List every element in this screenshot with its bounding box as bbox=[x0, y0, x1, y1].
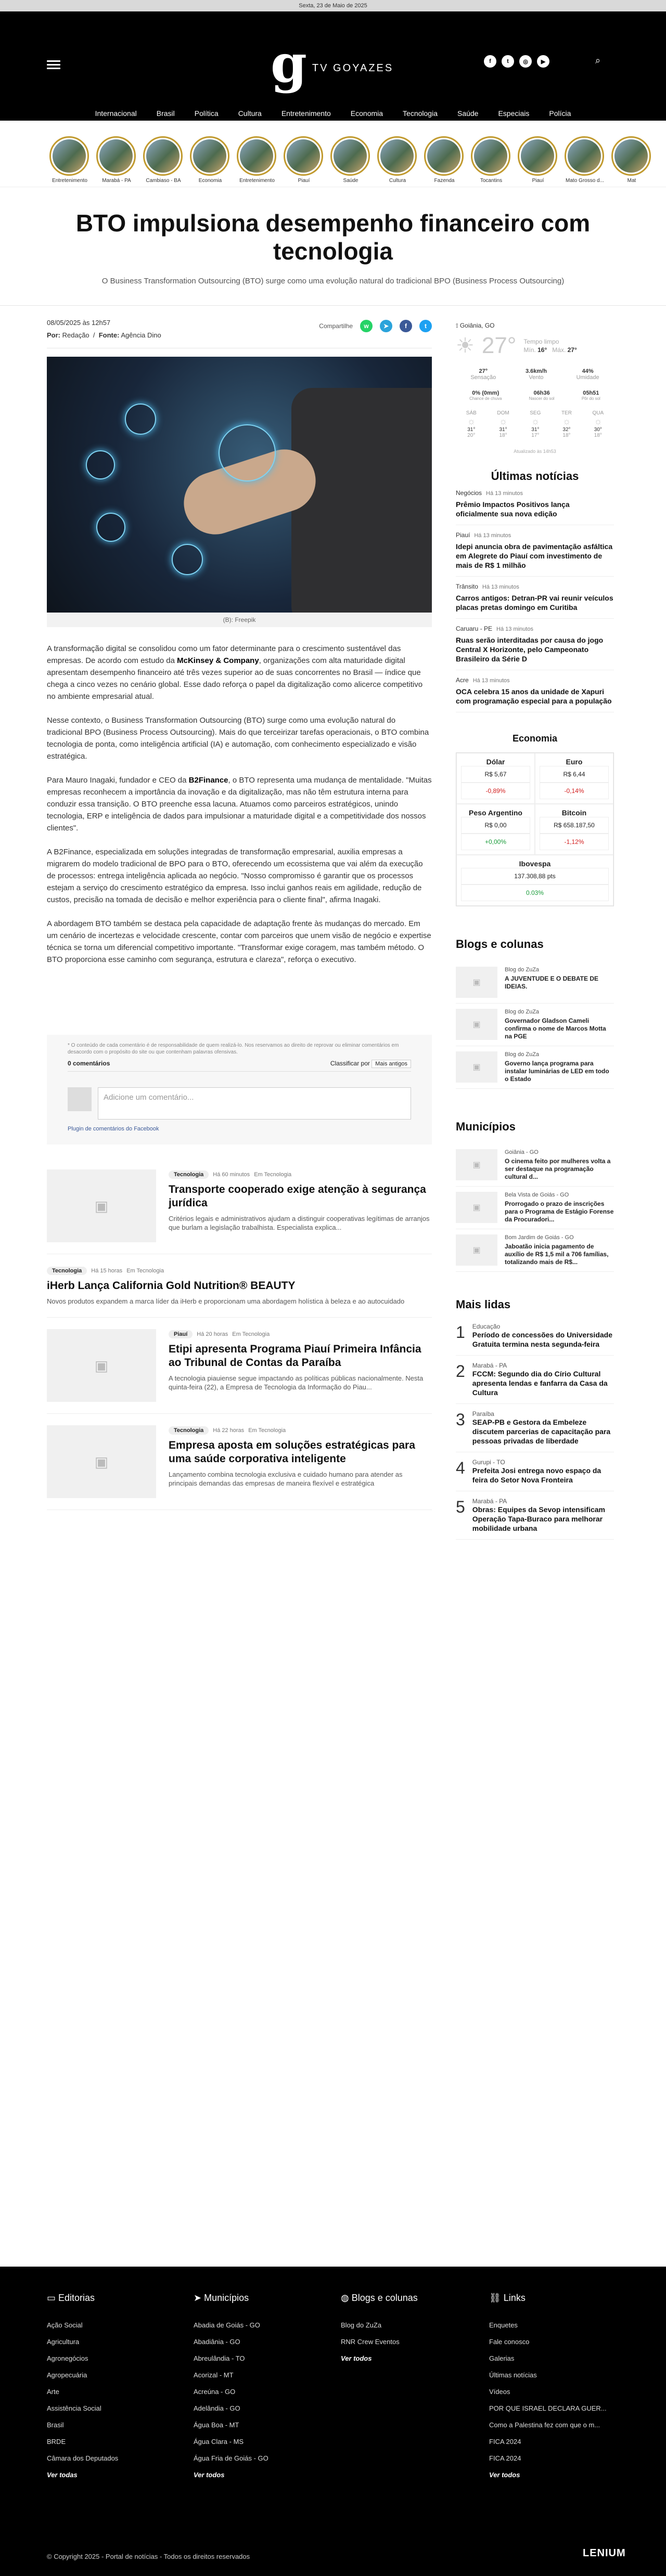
blogs-item[interactable] bbox=[456, 961, 614, 1004]
story-item[interactable] bbox=[49, 136, 90, 187]
currency-item bbox=[456, 753, 535, 804]
currency-item bbox=[456, 855, 613, 906]
most-title[interactable]: Período de concessões do Universidade Gratuita termina nesta segunda-feira bbox=[472, 1331, 612, 1348]
most-category: Educação bbox=[472, 1323, 501, 1330]
story-label: Entretenimento bbox=[52, 178, 87, 184]
section-label: Em Tecnologia bbox=[254, 1172, 292, 1178]
latest-item[interactable] bbox=[456, 525, 614, 577]
sort-select[interactable]: Mais antigos bbox=[372, 1060, 411, 1068]
economy-widget bbox=[456, 733, 614, 906]
story-item[interactable] bbox=[471, 136, 511, 187]
footer-municipios: ➤ Municípios Abadia de Goiás - GO Abadiânia - GO Abreulândia - TO Acorizal - MT Acreúna - GO Adelândia - GO Água Boa - MT Água Clara - MS Água Fria de Goiás - GO Ver todos bbox=[194, 2293, 318, 2483]
cities-title[interactable]: Prorrogado o prazo de inscrições para o Programa de Estágio Forense da Procuradori... bbox=[505, 1200, 614, 1223]
latest-title[interactable]: Carros antigos: Detran-PR vai reunir veículos placas pretas domingo em Curitiba bbox=[456, 594, 613, 612]
menu-icon[interactable] bbox=[47, 58, 60, 71]
nav-item[interactable]: Polícia bbox=[549, 109, 571, 118]
weather-city: Goiânia, GO bbox=[459, 322, 495, 329]
story-item[interactable] bbox=[611, 136, 652, 187]
story-label: Cambiaso - BA bbox=[146, 178, 181, 184]
blogs-title[interactable]: A JUVENTUDE E O DEBATE DE IDEIAS. bbox=[505, 975, 599, 990]
cities-author: Bom Jardim de Goiás - GO bbox=[505, 1234, 574, 1241]
site-footer bbox=[0, 2267, 666, 2576]
most-read-item[interactable] bbox=[456, 1356, 614, 1404]
cities-title[interactable]: Jaboatão inicia pagamento de auxílio de R$ 1,5 mil a 706 famílias, totalizando mais de R$... bbox=[505, 1243, 609, 1266]
time-ago: Há 13 minutos bbox=[474, 532, 511, 539]
category-tag[interactable]: Piauí bbox=[169, 1330, 193, 1338]
rank-number: 4 bbox=[456, 1459, 465, 1477]
weather-temp: 27° bbox=[481, 333, 517, 358]
footer-link[interactable]: FICA 2024 bbox=[489, 2438, 521, 2445]
currency-name: Euro bbox=[566, 758, 583, 766]
story-item[interactable] bbox=[190, 136, 230, 187]
footer-link[interactable]: Agropecuária bbox=[47, 2371, 87, 2379]
story-thumbnail bbox=[190, 136, 229, 176]
cities-title[interactable]: O cinema feito por mulheres volta a ser destaque na programação cultural d... bbox=[505, 1157, 611, 1180]
current-date: Sexta, 23 de Maio de 2025 bbox=[299, 3, 367, 9]
nav-item[interactable]: Brasil bbox=[156, 109, 175, 118]
time-ago: Há 20 horas bbox=[197, 1331, 228, 1337]
most-title: Mais lidas bbox=[456, 1298, 511, 1311]
footer-link[interactable]: RNR Crew Eventos bbox=[341, 2338, 400, 2346]
weather-widget: ⟟ Goiânia, GO ☀ 27° Tempo limpo Mín. 16° Máx. 27° 27° Sensação 3.6km/h Vento 44% Umidade 0% (0mm) Chance de chuva 06h36 Nascer do sol 05h51 Pôr do sol SÁB ☼ 31° 20° DOM ☼ 31° 18° SEG ☼ 31° 17° TER ☼ 32° 18° QUA ☼ 30° 18° Atualizado às 14h53 bbox=[456, 285, 614, 454]
article-image bbox=[47, 357, 432, 613]
cities-widget bbox=[456, 1120, 614, 1272]
image-placeholder-icon: ▣ bbox=[456, 967, 497, 998]
latest-item[interactable] bbox=[456, 483, 614, 525]
story-thumbnail bbox=[330, 136, 370, 176]
footer-link[interactable]: FICA 2024 bbox=[489, 2454, 521, 2462]
latest-category[interactable]: Piauí bbox=[456, 531, 470, 539]
image-placeholder-icon: ▣ bbox=[456, 1009, 497, 1040]
nav-item[interactable]: Política bbox=[194, 109, 219, 118]
image-placeholder-icon: ▣ bbox=[456, 1234, 497, 1266]
latest-category[interactable]: Acre bbox=[456, 676, 469, 684]
footer-link[interactable]: Acorizal - MT bbox=[194, 2371, 234, 2379]
blogs-author: Blog do ZuZa bbox=[505, 1051, 540, 1058]
story-label: Marabá - PA bbox=[102, 178, 131, 184]
currency-change: +0,00% bbox=[461, 834, 530, 850]
most-title[interactable]: SEAP-PB e Gestora da Embeleze discutem parcerias de capacitação para pessoas privadas de liberdade bbox=[472, 1418, 611, 1445]
time-ago: Há 60 minutos bbox=[213, 1172, 250, 1178]
logo-mark: g bbox=[271, 33, 307, 94]
story-item[interactable] bbox=[377, 136, 418, 187]
currency-name: Peso Argentino bbox=[469, 809, 522, 817]
currency-name: Bitcoin bbox=[561, 809, 587, 817]
nav-item[interactable]: Internacional bbox=[95, 109, 137, 118]
footer-link[interactable]: Arte bbox=[47, 2388, 59, 2396]
story-label: Tocantins bbox=[480, 178, 503, 184]
story-item[interactable] bbox=[284, 136, 324, 187]
instagram-icon[interactable]: ◎ bbox=[519, 55, 532, 68]
footer-link[interactable]: Abadia de Goiás - GO bbox=[194, 2321, 260, 2329]
nav-item[interactable]: Especiais bbox=[498, 109, 530, 118]
footer-link[interactable]: Vídeos bbox=[489, 2388, 510, 2396]
footer-link[interactable]: Galerias bbox=[489, 2354, 515, 2362]
article-subtitle: O Business Transformation Outsourcing (BTO) surge como uma evolução natural do tradicional BPO (Business Process Outsourcing) bbox=[101, 277, 565, 285]
blogs-title[interactable]: Governo lança programa para instalar luminárias de LED em todo o Estado bbox=[505, 1060, 609, 1083]
most-title[interactable]: Obras: Equipes da Sevop intensificam Operação Tapa-Buraco para melhorar mobilidade urbana bbox=[472, 1505, 605, 1532]
most-read-item[interactable] bbox=[456, 1491, 614, 1540]
facebook-share-icon[interactable]: f bbox=[400, 320, 412, 332]
story-thumbnail bbox=[143, 136, 183, 176]
blogs-author: Blog do ZuZa bbox=[505, 1009, 540, 1015]
article-body: A transformação digital se consolidou como um fator determinante para o crescimento sustentável das empresas. De acordo com estudo da McKinsey & Company, organizações com alta maturidade digital apresentam desempenho financeiro até três vezes superior ao de suas concorrentes no Brasil — índice que chega a cinco vezes no cenário global. Esse dado reforça o papel da digitalização como alicerce competitivo no ambiente empresarial atual. Nesse contexto, o Business Transformation Outsourcing (BTO) surge como uma evolução natural do tradicional BPO (Business Process Outsourcing). Mais do que terceirizar tarefas operacionais, o BTO combina tecnologia de ponta, como inteligência artificial (IA) e automação, com conhecimento especializado e visão estratégica. Para Mauro Inagaki, fundador e CEO da B2Finance, o BTO representa uma mudança de mentalidade. "Muitas empresas reconhecem a importância da inovação e da digitalização, mas não têm estrutura interna para conduzir essa transição. O BTO preenche essa lacuna. Atuamos como parceiros estratégicos, unindo tecnologia, ERP e inteligência de dados para impulsionar a maturidade digital e a competitividade dos nossos clientes". A B2Finance, especializada em soluções integradas de transformação empresarial, auxilia empresas a migrarem do modelo tradicional de BPO para o BTO, oferecendo um ecossistema que vai além da execução de processos: entrega inteligência aplicada ao negócio. "Nosso compromisso é garantir que os processos estejam a serviço do crescimento estratégico da empresa. Isso inclui ganhos reais em agilidade, redução de custos, precisão na tomada de decisão e melhor experiência para o cliente final", afirma Inagaki. A abordagem BTO também se destaca pela capacidade de adaptação frente às mudanças do mercado. Em um cenário de incertezas e velocidade crescente, contar com parceiros que unem visão de negócio e expertise técnica se torna um diferencial competitivo importante. "Transformar exige coragem, mas também método. O BTO proporciona esse caminho com segurança, estrutura e clareza", reforça o executivo. bbox=[47, 644, 432, 964]
story-label: Fazenda bbox=[434, 178, 455, 184]
most-read-item[interactable] bbox=[456, 1404, 614, 1452]
comment-input[interactable]: Adicione um comentário... bbox=[98, 1087, 411, 1120]
currency-value: R$ 6,44 bbox=[540, 766, 609, 783]
share-label: Compartilhe bbox=[319, 322, 353, 330]
stories-carousel bbox=[0, 121, 666, 187]
share-bar bbox=[319, 320, 432, 332]
time-ago: Há 13 minutos bbox=[482, 584, 519, 590]
currency-value: R$ 5,67 bbox=[461, 766, 530, 783]
currency-item bbox=[535, 753, 613, 804]
most-category: Marabá - PA bbox=[472, 1362, 507, 1369]
currency-value: R$ 0,00 bbox=[461, 817, 530, 834]
latest-title[interactable]: Prêmio Impactos Positivos lança oficialmente sua nova edição bbox=[456, 500, 570, 518]
related-item[interactable] bbox=[47, 1254, 432, 1318]
story-item[interactable] bbox=[330, 136, 371, 187]
latest-category[interactable]: Negócios bbox=[456, 489, 482, 497]
image-placeholder-icon: ▣ bbox=[456, 1192, 497, 1223]
currency-change: 0.03% bbox=[461, 884, 609, 901]
footer-link[interactable]: Câmara dos Deputados bbox=[47, 2454, 119, 2462]
footer-link[interactable]: Agronegócios bbox=[47, 2354, 88, 2362]
weather-updated: Atualizado às 14h53 bbox=[514, 449, 556, 454]
story-thumbnail bbox=[96, 136, 136, 176]
forecast-day: DOM ☼ 31° 18° bbox=[497, 410, 509, 438]
related-desc: Novos produtos expandem a marca líder da iHerb e proporcionam uma abordagem holística à beleza e ao autocuidado bbox=[47, 1297, 405, 1305]
footer-link[interactable]: Brasil bbox=[47, 2421, 64, 2429]
facebook-plugin-link[interactable]: Plugin de comentários do Facebook bbox=[68, 1126, 159, 1132]
whatsapp-icon[interactable]: w bbox=[360, 320, 373, 332]
footer-link[interactable]: Água Fria de Goiás - GO bbox=[194, 2454, 268, 2462]
story-thumbnail bbox=[518, 136, 557, 176]
time-ago: Há 13 minutos bbox=[472, 678, 510, 684]
footer-link[interactable]: POR QUE ISRAEL DECLARA GUER... bbox=[489, 2404, 607, 2412]
rank-number: 1 bbox=[456, 1323, 465, 1342]
economy-title: Economia bbox=[512, 733, 558, 744]
blogs-item[interactable] bbox=[456, 1046, 614, 1089]
currency-item bbox=[456, 804, 535, 855]
article-title: BTO impulsiona desempenho financeiro com tecnologia bbox=[75, 210, 591, 265]
time-ago: Há 15 horas bbox=[91, 1268, 123, 1274]
story-label: Piauí bbox=[532, 178, 544, 184]
section-label: Em Tecnologia bbox=[232, 1331, 270, 1337]
main-nav bbox=[0, 109, 666, 118]
most-read-item[interactable] bbox=[456, 1317, 614, 1356]
nav-item[interactable]: Cultura bbox=[238, 109, 262, 118]
copyright: © Copyright 2025 - Portal de notícias - Todos os direitos reservados bbox=[47, 2553, 250, 2560]
story-thumbnail bbox=[471, 136, 510, 176]
footer-link[interactable]: Água Clara - MS bbox=[194, 2438, 244, 2445]
story-item[interactable] bbox=[565, 136, 605, 187]
nav-item[interactable]: Saúde bbox=[457, 109, 479, 118]
story-item[interactable] bbox=[424, 136, 465, 187]
story-label: Mat bbox=[627, 178, 636, 184]
latest-title[interactable]: Idepi anuncia obra de pavimentação asfáltica em Alegrete do Piauí com investimento de mais de R$ 1 milhão bbox=[456, 542, 613, 569]
rank-number: 2 bbox=[456, 1362, 465, 1381]
footer-link[interactable]: Ação Social bbox=[47, 2321, 83, 2329]
latest-news bbox=[456, 470, 614, 712]
footer-link[interactable]: BRDE bbox=[47, 2438, 66, 2445]
weather-day-icon: ☼ bbox=[531, 416, 540, 426]
developer-logo[interactable]: LENIUM bbox=[583, 2547, 626, 2559]
story-label: Economia bbox=[198, 178, 222, 184]
footer-see-all[interactable]: Ver todos bbox=[489, 2471, 520, 2479]
most-read-item[interactable] bbox=[456, 1452, 614, 1491]
currency-name: Ibovespa bbox=[519, 860, 551, 868]
latest-category[interactable]: Trânsito bbox=[456, 583, 478, 590]
most-category: Paraíba bbox=[472, 1410, 494, 1417]
story-label: Piauí bbox=[298, 178, 310, 184]
category-tag[interactable]: Tecnologia bbox=[169, 1170, 209, 1179]
related-item[interactable] bbox=[47, 1318, 432, 1414]
story-label: Cultura bbox=[389, 178, 406, 184]
footer-link[interactable]: Assistência Social bbox=[47, 2404, 101, 2412]
comments-note: * O conteúdo de cada comentário é de responsabilidade de quem realizá-lo. Nos reservamos ao direito de reprovar ou eliminar comentários em desacordo com o propósito do site ou que contenham palavras ofensivas. bbox=[68, 1043, 399, 1055]
footer-see-all[interactable]: Ver todos bbox=[194, 2471, 225, 2479]
forecast-day: QUA ☼ 30° 18° bbox=[592, 410, 604, 438]
blogs-widget bbox=[456, 938, 614, 1089]
cities-item[interactable] bbox=[456, 1144, 614, 1187]
twitter-share-icon[interactable]: t bbox=[419, 320, 432, 332]
footer-see-all[interactable]: Ver todos bbox=[341, 2354, 372, 2362]
related-desc: A tecnologia piauiense segue impactando as políticas públicas nacionalmente. Nesta quinta-feira (22), a Empresa de Tecnologia da Informação do Piau... bbox=[169, 1374, 424, 1391]
image-placeholder-icon: ▣ bbox=[456, 1051, 497, 1083]
currency-change: -0,89% bbox=[461, 783, 530, 799]
story-label: Saúde bbox=[343, 178, 358, 184]
currency-change: -0,14% bbox=[540, 783, 609, 799]
sidebar bbox=[456, 285, 614, 1540]
currency-change: -1,12% bbox=[540, 834, 609, 850]
footer-see-all[interactable]: Ver todas bbox=[47, 2471, 78, 2479]
avatar bbox=[68, 1087, 92, 1111]
author-link[interactable]: Redação bbox=[62, 331, 89, 339]
article-byline: Por: Redação / Fonte: Agência Dino bbox=[47, 331, 161, 339]
related-desc: Critérios legais e administrativos ajudam a distinguir cooperativas legítimas de arranjos que burlam a legislação trabalhista. Especialista explica... bbox=[169, 1215, 430, 1231]
search-icon[interactable]: ⌕ bbox=[595, 55, 601, 66]
related-title[interactable]: Etipi apresenta Programa Piauí Primeira Infância ao Tribunal de Contas da Paraíba bbox=[169, 1343, 421, 1369]
story-thumbnail bbox=[284, 136, 323, 176]
site-logo[interactable] bbox=[271, 33, 394, 94]
latest-item[interactable] bbox=[456, 577, 614, 619]
image-placeholder-icon: ▣ bbox=[47, 1329, 156, 1402]
footer-link[interactable]: Água Boa - MT bbox=[194, 2421, 239, 2429]
latest-item[interactable] bbox=[456, 619, 614, 670]
footer-link[interactable]: Enquetes bbox=[489, 2321, 518, 2329]
rank-number: 5 bbox=[456, 1498, 465, 1516]
image-placeholder-icon: ▣ bbox=[456, 1149, 497, 1180]
weather-day-icon: ☼ bbox=[498, 416, 508, 426]
related-item[interactable] bbox=[47, 1158, 432, 1254]
story-thumbnail bbox=[565, 136, 604, 176]
related-desc: Lançamento combina tecnologia exclusiva e cuidado humano para atender as principais demandas das empresas de maneira flexível e estratégica bbox=[169, 1471, 403, 1487]
related-news bbox=[47, 1158, 432, 1510]
blogs-title[interactable]: Governador Gladson Cameli confirma o nome de Marcos Motta na PGE bbox=[505, 1017, 606, 1040]
footer-link[interactable]: Blog do ZuZa bbox=[341, 2321, 382, 2329]
forecast-day: TER ☼ 32° 18° bbox=[561, 410, 572, 438]
most-read bbox=[456, 1298, 614, 1540]
blogs-title: Blogs e colunas bbox=[456, 938, 544, 951]
most-category: Gurupi - TO bbox=[472, 1459, 505, 1466]
social-links bbox=[484, 55, 549, 68]
story-thumbnail bbox=[424, 136, 464, 176]
footer-links: ⛓ Links Enquetes Fale conosco Galerias Últimas notícias Vídeos POR QUE ISRAEL DECLARA GUER... Como a Palestina fez com que o m... FICA 2024 FICA 2024 Ver todos bbox=[489, 2293, 614, 2483]
facebook-icon[interactable]: f bbox=[484, 55, 496, 68]
currency-value: 137.308,88 pts bbox=[461, 868, 609, 884]
story-thumbnail bbox=[237, 136, 276, 176]
footer-blogs: ◍ Blogs e colunas Blog do ZuZa RNR Crew Eventos Ver todos bbox=[341, 2293, 466, 2367]
logo-text: TV GOYAZES bbox=[312, 62, 394, 74]
latest-title: Últimas notícias bbox=[491, 470, 579, 483]
article-main bbox=[47, 285, 432, 1510]
footer-link[interactable]: Agricultura bbox=[47, 2338, 80, 2346]
story-thumbnail bbox=[49, 136, 89, 176]
telegram-icon[interactable]: ➤ bbox=[380, 320, 392, 332]
site-header bbox=[0, 11, 666, 121]
footer-editorias: ▭ Editorias Ação Social Agricultura Agronegócios Agropecuária Arte Assistência Social Brasil BRDE Câmara dos Deputados Ver todas bbox=[47, 2293, 172, 2483]
footer-link[interactable]: Como a Palestina fez com que o m... bbox=[489, 2421, 600, 2429]
footer-link[interactable]: Adelândia - GO bbox=[194, 2404, 240, 2412]
twitter-icon[interactable]: t bbox=[502, 55, 514, 68]
related-title[interactable]: iHerb Lança California Gold Nutrition® BEAUTY bbox=[47, 1280, 296, 1292]
cities-author: Goiânia - GO bbox=[505, 1149, 539, 1155]
time-ago: Há 22 horas bbox=[213, 1427, 245, 1434]
latest-item[interactable] bbox=[456, 670, 614, 712]
currency-item bbox=[535, 804, 613, 855]
image-caption: (B): Freepik bbox=[47, 613, 432, 627]
story-item[interactable] bbox=[143, 136, 184, 187]
footer-link[interactable]: Acreúna - GO bbox=[194, 2388, 236, 2396]
story-label: Entretenimento bbox=[239, 178, 275, 184]
category-tag[interactable]: Tecnologia bbox=[169, 1426, 209, 1435]
weather-day-icon: ☼ bbox=[562, 416, 571, 426]
cities-item[interactable] bbox=[456, 1187, 614, 1229]
currency-value: R$ 658.187,50 bbox=[540, 817, 609, 834]
story-item[interactable] bbox=[237, 136, 277, 187]
cities-title: Municípios bbox=[456, 1120, 516, 1133]
cities-author: Bela Vista de Goiás - GO bbox=[505, 1192, 569, 1198]
story-thumbnail bbox=[377, 136, 417, 176]
blogs-item[interactable] bbox=[456, 1004, 614, 1046]
time-ago: Há 13 minutos bbox=[486, 490, 523, 497]
footer-link[interactable]: Últimas notícias bbox=[489, 2371, 537, 2379]
blogs-author: Blog do ZuZa bbox=[505, 967, 540, 973]
category-tag[interactable]: Tecnologia bbox=[47, 1267, 87, 1275]
article-date: 08/05/2025 às 12h57 bbox=[47, 319, 111, 327]
nav-item[interactable]: Economia bbox=[350, 109, 383, 118]
latest-title[interactable]: OCA celebra 15 anos da unidade de Xapuri com programação especial para a população bbox=[456, 687, 612, 705]
weather-day-icon: ☼ bbox=[594, 416, 603, 426]
footer-link[interactable]: Abadiânia - GO bbox=[194, 2338, 240, 2346]
most-title[interactable]: FCCM: Segundo dia do Círio Cultural apresenta lendas e fanfarra da Casa da Cultura bbox=[472, 1370, 608, 1397]
weather-day-icon: ☼ bbox=[467, 416, 476, 426]
story-label: Mato Grosso d... bbox=[566, 178, 604, 184]
story-thumbnail bbox=[611, 136, 651, 176]
section-label: Em Tecnologia bbox=[126, 1268, 164, 1274]
article-header bbox=[0, 187, 666, 285]
time-ago: Há 13 minutos bbox=[496, 626, 533, 632]
nav-item[interactable]: Tecnologia bbox=[403, 109, 438, 118]
comments-section: * O conteúdo de cada comentário é de responsabilidade de quem realizá-lo. Nos reservamos ao direito de reprovar ou eliminar comentários em desacordo com o propósito do site ou que contenham palavras ofensivas. 0 comentários Classificar por Mais antigos Adicione um comentário... Plugin de comentários do Facebook bbox=[47, 1035, 432, 1144]
comments-count: 0 comentários bbox=[68, 1060, 110, 1067]
weather-condition: Tempo limpo bbox=[523, 338, 559, 345]
most-title[interactable]: Prefeita Josi entrega novo espaço da feira do Setor Nova Fronteira bbox=[472, 1466, 601, 1484]
related-item[interactable] bbox=[47, 1414, 432, 1510]
rank-number: 3 bbox=[456, 1410, 465, 1429]
forecast-day: SÁB ☼ 31° 20° bbox=[466, 410, 477, 438]
story-item[interactable] bbox=[96, 136, 137, 187]
sun-icon: ☀ bbox=[456, 334, 475, 357]
image-placeholder-icon: ▣ bbox=[47, 1169, 156, 1242]
section-label: Em Tecnologia bbox=[248, 1427, 286, 1434]
related-title[interactable]: Transporte cooperado exige atenção à segurança jurídica bbox=[169, 1183, 426, 1209]
date-bar bbox=[0, 0, 666, 11]
mckinsey-link[interactable]: McKinsey & Company bbox=[177, 656, 259, 665]
footer-link[interactable]: Abreulândia - TO bbox=[194, 2354, 245, 2362]
related-title[interactable]: Empresa aposta em soluções estratégicas para uma saúde corporativa inteligente bbox=[169, 1439, 415, 1465]
story-item[interactable] bbox=[518, 136, 558, 187]
footer-link[interactable]: Fale conosco bbox=[489, 2338, 530, 2346]
latest-title[interactable]: Ruas serão interditadas por causa do jogo Central X Horizonte, pelo Campeonato Brasileiro da Série D bbox=[456, 636, 604, 663]
article-photo bbox=[47, 357, 432, 627]
b2finance-link[interactable]: B2Finance bbox=[188, 776, 228, 785]
nav-item[interactable]: Entretenimento bbox=[281, 109, 331, 118]
latest-category[interactable]: Caruaru - PE bbox=[456, 625, 493, 632]
cities-item[interactable] bbox=[456, 1229, 614, 1272]
currency-name: Dólar bbox=[486, 758, 505, 766]
image-placeholder-icon: ▣ bbox=[47, 1425, 156, 1498]
forecast-day: SEG ☼ 31° 17° bbox=[530, 410, 541, 438]
youtube-icon[interactable]: ▶ bbox=[537, 55, 549, 68]
most-category: Marabá - PA bbox=[472, 1498, 507, 1505]
